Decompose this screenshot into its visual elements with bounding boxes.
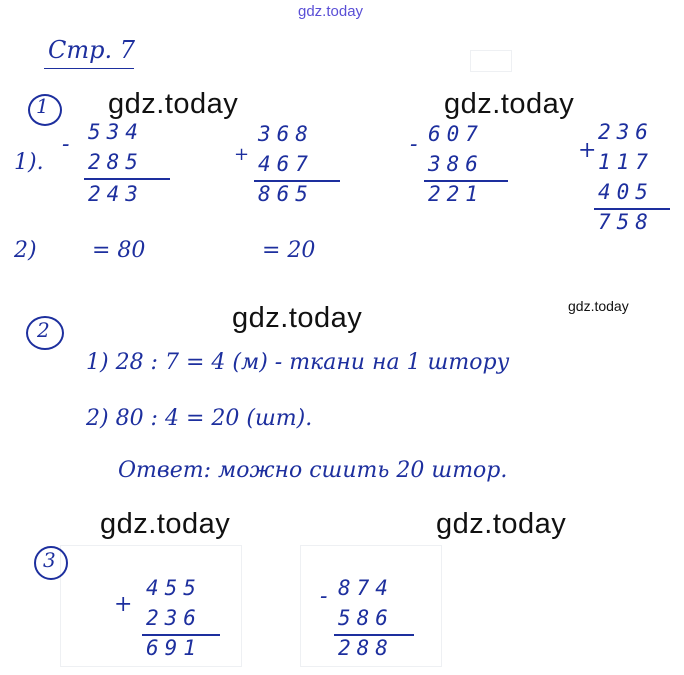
solution-line: 2) 80 : 4 = 20 (шт). (86, 406, 313, 431)
watermark: gdz.today (436, 508, 567, 540)
answer-line: Ответ: можно сшить 20 штор. (118, 458, 508, 483)
answer: = 80 (92, 238, 146, 263)
watermark-top: gdz.today (298, 3, 364, 20)
grid-fragment (470, 50, 512, 72)
operand: 285 (88, 150, 144, 174)
operand: 467 (258, 152, 314, 176)
answer: = 20 (262, 238, 316, 263)
operand: 236 (146, 606, 202, 630)
operand: 534 (88, 120, 144, 144)
watermark: gdz.today (100, 508, 231, 540)
operand: 455 (146, 576, 202, 600)
result: 865 (258, 182, 314, 206)
task-number: 1 (36, 94, 49, 118)
operator: + (234, 144, 250, 165)
page-label: Стр. 7 (48, 36, 136, 64)
part-label: 1). (14, 150, 44, 175)
operator: + (114, 592, 133, 617)
operand: 874 (338, 576, 394, 600)
operand: 607 (428, 122, 484, 146)
result: 221 (428, 182, 484, 206)
watermark: gdz.today (232, 302, 363, 334)
result: 243 (88, 182, 144, 206)
part-label: 2) (14, 238, 37, 263)
operator: + (578, 138, 597, 163)
operator: - (62, 132, 70, 157)
result: 288 (338, 636, 394, 660)
operand: 386 (428, 152, 484, 176)
result: 758 (598, 210, 654, 234)
operand: 586 (338, 606, 394, 630)
operand: 405 (598, 180, 654, 204)
watermark-small: gdz.today (568, 298, 629, 314)
result-line (84, 178, 170, 180)
result: 691 (146, 636, 202, 660)
task-number: 2 (37, 318, 50, 342)
operator: - (410, 132, 418, 157)
operator: - (320, 584, 328, 609)
operand: 117 (598, 150, 654, 174)
operand: 368 (258, 122, 314, 146)
page-label-underline (44, 68, 134, 69)
task-number: 3 (43, 548, 56, 572)
watermark: gdz.today (108, 88, 239, 120)
solution-line: 1) 28 : 7 = 4 (м) - ткани на 1 штору (86, 350, 510, 375)
operand: 236 (598, 120, 654, 144)
watermark: gdz.today (444, 88, 575, 120)
